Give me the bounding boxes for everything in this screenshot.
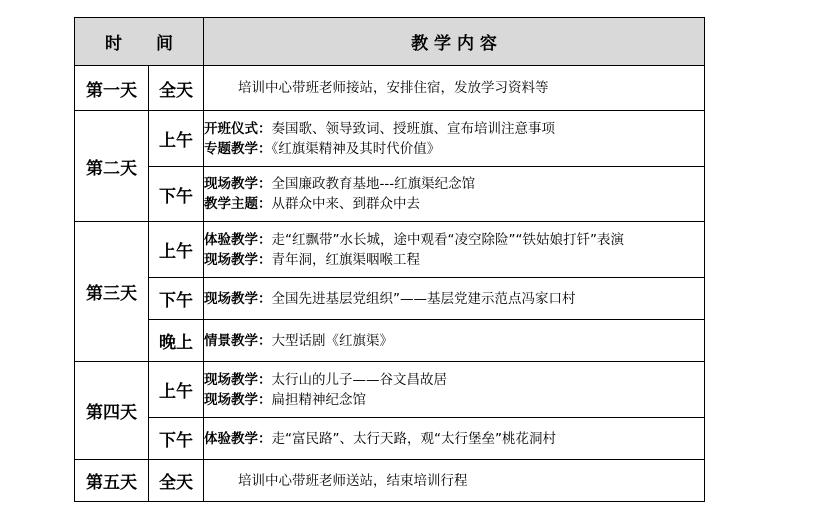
content-text: 走“富民路”、太行天路，观“太行堡垒”桃花洞村 bbox=[271, 430, 556, 447]
header-time: 时 间 bbox=[75, 18, 204, 66]
slot-label: 上午 bbox=[149, 111, 204, 167]
content-label: 情景教学： bbox=[204, 332, 272, 349]
table-row bbox=[75, 66, 705, 111]
content-text: 全国廉政教育基地---红旗渠纪念馆 bbox=[271, 176, 476, 192]
content-line bbox=[238, 471, 704, 491]
content-cell bbox=[204, 362, 705, 418]
content-label: 开班仪式： bbox=[204, 120, 272, 137]
content-line bbox=[204, 250, 704, 270]
content-cell bbox=[204, 111, 705, 167]
slot-label: 上午 bbox=[149, 362, 204, 418]
slot-label: 全天 bbox=[149, 460, 204, 502]
content-cell bbox=[204, 222, 705, 278]
content-text: 走“红飘带”水长城，途中观看“凌空除险”“铁姑娘打钎”表演 bbox=[271, 231, 624, 248]
content-text: 培训中心带班老师送站，结束培训行程 bbox=[238, 472, 468, 489]
content-text: 全国先进基层党组织”——基层党建示范点冯家口村 bbox=[271, 290, 576, 307]
day-label: 第三天 bbox=[75, 222, 149, 362]
content-line bbox=[204, 390, 704, 410]
content-text: 青年洞，红旗渠咽喉工程 bbox=[271, 251, 420, 268]
content-line bbox=[204, 331, 704, 351]
schedule-table bbox=[74, 17, 705, 502]
header-content: 教 学 内 容 bbox=[204, 18, 705, 66]
slot-label: 下午 bbox=[149, 278, 204, 320]
content-cell bbox=[204, 167, 705, 222]
content-line bbox=[204, 429, 704, 449]
content-cell bbox=[204, 460, 705, 502]
table-row bbox=[75, 418, 705, 460]
content-label: 教学主题： bbox=[204, 196, 272, 212]
table-row bbox=[75, 278, 705, 320]
content-label: 现场教学： bbox=[204, 290, 272, 307]
content-text: 奏国歌、领导致词、授班旗、宣布培训注意事项 bbox=[271, 120, 555, 137]
content-line bbox=[204, 230, 704, 250]
content-line bbox=[238, 78, 704, 98]
slot-label: 全天 bbox=[149, 66, 204, 111]
table-row bbox=[75, 222, 705, 278]
content-cell bbox=[204, 278, 705, 320]
content-text: 《红旗渠精神及其时代价值》 bbox=[271, 140, 441, 157]
table-row bbox=[75, 111, 705, 167]
table-row bbox=[75, 460, 705, 502]
day-label: 第五天 bbox=[75, 460, 149, 502]
content-label: 现场教学： bbox=[204, 176, 272, 192]
content-text: 大型话剧《红旗渠》 bbox=[271, 332, 393, 349]
content-label: 现场教学： bbox=[204, 251, 272, 268]
content-label: 现场教学： bbox=[204, 371, 272, 388]
content-label: 专题教学： bbox=[204, 140, 272, 157]
header-row bbox=[75, 18, 705, 66]
content-line bbox=[204, 174, 704, 194]
content-cell bbox=[204, 320, 705, 362]
table-row bbox=[75, 320, 705, 362]
slot-label: 晚上 bbox=[149, 320, 204, 362]
day-label: 第一天 bbox=[75, 66, 149, 111]
content-text: 太行山的儿子——谷文昌故居 bbox=[271, 371, 447, 388]
content-label: 现场教学： bbox=[204, 391, 272, 408]
content-text: 扁担精神纪念馆 bbox=[271, 391, 366, 408]
content-cell bbox=[204, 66, 705, 111]
slot-label: 下午 bbox=[149, 418, 204, 460]
day-label: 第二天 bbox=[75, 111, 149, 222]
content-cell bbox=[204, 418, 705, 460]
content-label: 体验教学： bbox=[204, 231, 272, 248]
content-line bbox=[204, 289, 704, 309]
content-text: 培训中心带班老师接站，安排住宿，发放学习资料等 bbox=[238, 80, 549, 96]
content-line bbox=[204, 139, 704, 159]
table-row bbox=[75, 167, 705, 222]
slot-label: 下午 bbox=[149, 167, 204, 222]
content-line bbox=[204, 370, 704, 390]
day-label: 第四天 bbox=[75, 362, 149, 460]
table-row bbox=[75, 362, 705, 418]
content-line bbox=[204, 119, 704, 139]
slot-label: 上午 bbox=[149, 222, 204, 278]
content-text: 从群众中来、到群众中去 bbox=[271, 196, 420, 212]
content-label: 体验教学： bbox=[204, 430, 272, 447]
content-line bbox=[204, 194, 704, 214]
